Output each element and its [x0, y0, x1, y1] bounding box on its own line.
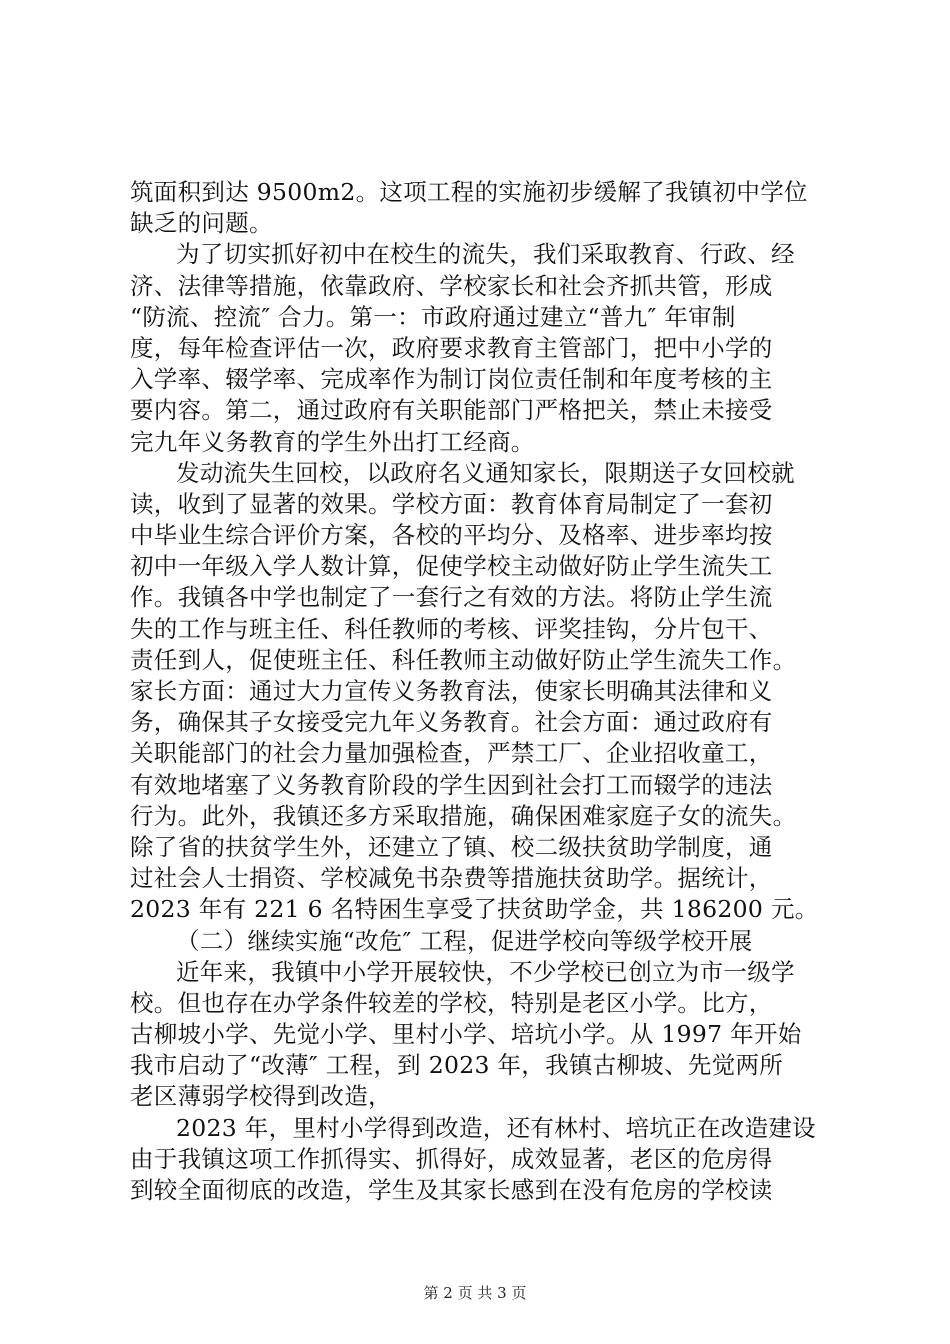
- text-line: 作。我镇各中学也制定了一套行之有效的方法。将防止学生流: [130, 583, 773, 612]
- text-line: 务，确保其子女接受完九年义务教育。社会方面：通过政府有: [130, 708, 773, 737]
- text-line: 读，收到了显著的效果。学校方面：教育体育局制定了一套初: [130, 489, 773, 518]
- text-line: “防流、控流″ 合力。第一：市政府通过建立“普九″ 年审制: [130, 302, 736, 331]
- text-line: 关职能部门的社会力量加强检查，严禁工厂、企业招收童工，: [130, 739, 773, 768]
- text-line: 初中一年级入学人数计算，促使学校主动做好防止学生流失工: [130, 552, 773, 581]
- text-line: 我市启动了“改薄″ 工程，到 2023 年，我镇古柳坡、先觉两所: [130, 1051, 784, 1080]
- text-line: 有效地堵塞了义务教育阶段的学生因到社会打工而辍学的违法: [130, 770, 773, 799]
- text-line: 失的工作与班主任、科任教师的考核、评奖挂钩，分片包干、: [130, 614, 773, 643]
- text-line: 家长方面：通过大力宣传义务教育法，使家长明确其法律和义: [130, 677, 773, 705]
- text-line: 老区薄弱学校得到改造，: [130, 1082, 392, 1111]
- text-line: 筑面积到达 9500m2。这项工程的实施初步缓解了我镇初中学位: [130, 178, 808, 206]
- text-line: 除了省的扶贫学生外，还建立了镇、校二级扶贫助学制度，通: [130, 832, 773, 861]
- text-line: 古柳坡小学、先觉小学、里村小学、培坑小学。从 1997 年开始: [130, 1020, 802, 1049]
- text-line: 到较全面彻底的改造，学生及其家长感到在没有危房的学校读: [130, 1176, 773, 1204]
- text-line: 要内容。第二，通过政府有关职能部门严格把关，禁止未接受: [130, 396, 773, 425]
- text-line: 缺乏的问题。: [130, 209, 273, 238]
- page-footer: 第 2 页 共 3 页: [423, 1284, 527, 1302]
- paragraph-start-line: 为了切实抓好初中在校生的流失，我们采取教育、行政、经: [176, 240, 795, 269]
- paragraph-start-line: 2023 年，里村小学得到改造，还有林村、培坑正在改造建设: [176, 1113, 816, 1142]
- text-line: 度，每年检查评估一次，政府要求教育主管部门，把中小学的: [130, 333, 773, 362]
- text-line: 校。但也存在办学条件较差的学校，特别是老区小学。比方，: [130, 988, 773, 1017]
- text-line: 2023 年有 221 6 名特困生享受了扶贫助学金，共 186200 元。: [130, 895, 819, 924]
- text-line: 由于我镇这项工作抓得实、抓得好，成效显著，老区的危房得: [130, 1144, 773, 1173]
- document-body: [130, 177, 850, 1206]
- text-line: 行为。此外，我镇还多方采取措施，确保困难家庭子女的流失。: [130, 801, 797, 830]
- text-line: 完九年义务教育的学生外出打工经商。: [130, 427, 535, 456]
- text-line: 中毕业生综合评价方案，各校的平均分、及格率、进步率均按: [130, 521, 773, 550]
- text-line: 入学率、辍学率、完成率作为制订岗位责任制和年度考核的主: [130, 365, 773, 394]
- text-line: 济、法律等措施，依靠政府、学校家长和社会齐抓共管，形成: [130, 271, 773, 300]
- paragraph-start-line: 发动流失生回校，以政府名义通知家长，限期送子女回校就: [176, 458, 795, 487]
- text-line: 责任到人，促使班主任、科任教师主动做好防止学生流失工作。: [130, 645, 797, 674]
- paragraph-start-line: 近年来，我镇中小学开展较快，不少学校已创立为市一级学: [176, 957, 795, 986]
- text-line: 过社会人士捐资、学校减免书杂费等措施扶贫助学。据统计，: [130, 864, 773, 893]
- section-heading: （二）继续实施“改危″ 工程，促进学校向等级学校开展: [176, 926, 753, 955]
